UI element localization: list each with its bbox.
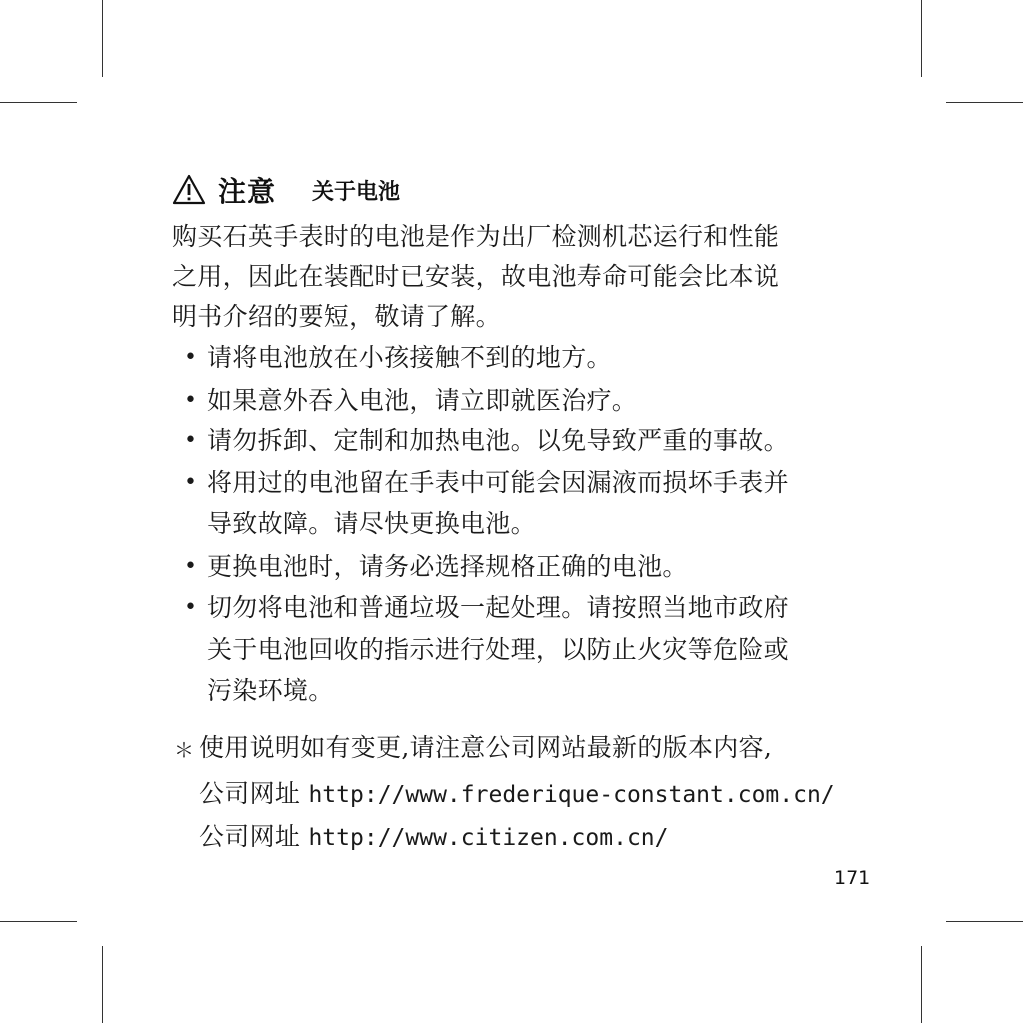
website-line-citizen xyxy=(199,822,668,853)
bullet-line: 请勿拆卸、定制和加热电池。以免导致严重的事故。 xyxy=(207,426,789,455)
website-url[interactable]: http://www.citizen.com.cn/ xyxy=(308,825,669,851)
website-url[interactable]: http://www.frederique-constant.com.cn/ xyxy=(308,782,835,808)
bullet-line: 如果意外吞入电池，请立即就医治疗。 xyxy=(207,386,638,415)
bullet-line: 污染环境。 xyxy=(207,676,334,705)
bullet-line: 切勿将电池和普通垃圾一起处理。请按照当地市政府 xyxy=(207,593,789,622)
heading-subtitle: 关于电池 xyxy=(312,179,401,205)
bullet-line: 更换电池时，请务必选择规格正确的电池。 xyxy=(207,552,688,581)
intro-line: 购买石英手表时的电池是作为出厂检测机芯运行和性能 xyxy=(172,222,780,251)
website-label: 公司网址 xyxy=(199,822,301,851)
note-text: 使用说明如有变更,请注意公司网站最新的版本内容, xyxy=(199,733,773,762)
bullet-line: 将用过的电池留在手表中可能会因漏液而损坏手表并 xyxy=(207,468,789,497)
bullet-marker: • xyxy=(184,554,197,579)
bullet-line: 导致故障。请尽快更换电池。 xyxy=(207,509,536,538)
bullet-marker: • xyxy=(184,388,197,413)
bullet-line: 请将电池放在小孩接触不到的地方。 xyxy=(207,343,612,372)
intro-line: 明书介绍的要短，敬请了解。 xyxy=(172,302,501,331)
intro-line: 之用，因此在装配时已安装，故电池寿命可能会比本说 xyxy=(172,262,780,291)
bullet-line: 关于电池回收的指示进行处理，以防止火灾等危险或 xyxy=(207,635,789,664)
heading-title: 注意 xyxy=(218,175,277,208)
bullet-marker: • xyxy=(184,428,197,453)
bullet-marker: • xyxy=(184,470,197,495)
website-label: 公司网址 xyxy=(199,779,301,808)
bullet-marker: • xyxy=(184,345,197,370)
bullet-marker: • xyxy=(184,595,197,620)
note-asterisk: ＊ xyxy=(174,738,194,762)
page-number: 171 xyxy=(834,867,871,889)
website-line-frederique-constant xyxy=(199,779,835,810)
